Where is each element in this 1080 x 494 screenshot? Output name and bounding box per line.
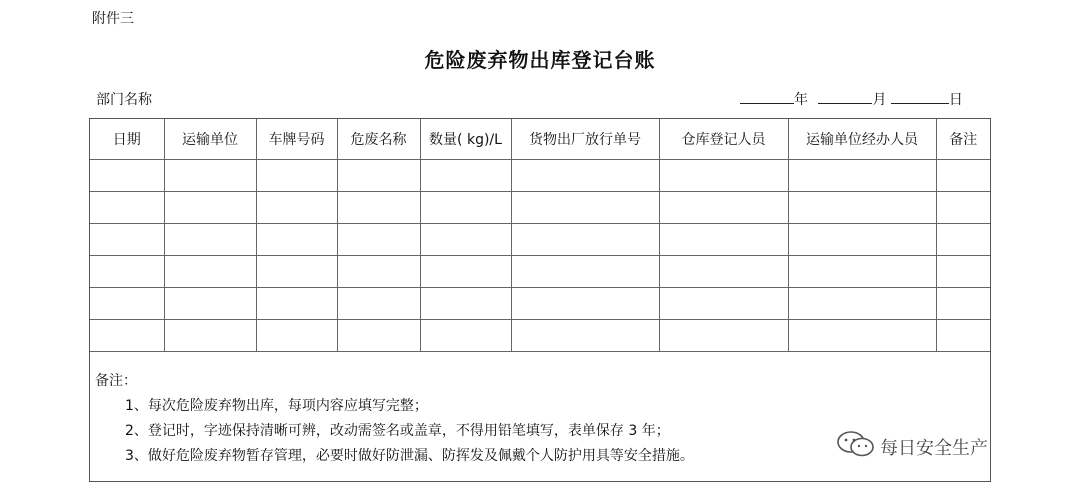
table-cell[interactable] bbox=[936, 159, 990, 191]
table-cell[interactable] bbox=[337, 159, 420, 191]
table-cell[interactable] bbox=[337, 319, 420, 351]
table-cell[interactable] bbox=[164, 159, 256, 191]
table-cell[interactable] bbox=[337, 287, 420, 319]
day-blank[interactable] bbox=[891, 89, 949, 104]
table-cell[interactable] bbox=[788, 223, 936, 255]
table-cell[interactable] bbox=[511, 223, 659, 255]
table-cell[interactable] bbox=[936, 255, 990, 287]
table-cell[interactable] bbox=[90, 191, 164, 223]
month-blank[interactable] bbox=[818, 89, 872, 104]
header-plate-number: 车牌号码 bbox=[256, 119, 337, 159]
header-release-number: 货物出厂放行单号 bbox=[511, 119, 659, 159]
table-cell[interactable] bbox=[659, 159, 788, 191]
table-cell[interactable] bbox=[90, 287, 164, 319]
table-cell[interactable] bbox=[659, 255, 788, 287]
wechat-icon bbox=[836, 430, 876, 463]
day-label: 日 bbox=[948, 92, 963, 108]
table-cell[interactable] bbox=[90, 159, 164, 191]
table-cell[interactable] bbox=[337, 255, 420, 287]
table-row bbox=[90, 159, 990, 191]
header-waste-name: 危废名称 bbox=[337, 119, 420, 159]
table-cell[interactable] bbox=[90, 223, 164, 255]
table-cell[interactable] bbox=[936, 319, 990, 351]
table-cell[interactable] bbox=[788, 191, 936, 223]
table-cell[interactable] bbox=[936, 223, 990, 255]
date-line bbox=[740, 89, 963, 109]
table-cell[interactable] bbox=[420, 223, 511, 255]
table-cell[interactable] bbox=[659, 287, 788, 319]
header-row bbox=[90, 119, 990, 159]
header-date: 日期 bbox=[90, 119, 164, 159]
table-cell[interactable] bbox=[788, 319, 936, 351]
table-row bbox=[90, 287, 990, 319]
table-cell[interactable] bbox=[511, 255, 659, 287]
table-cell[interactable] bbox=[659, 319, 788, 351]
table-row bbox=[90, 319, 990, 351]
notes-section bbox=[95, 369, 694, 469]
table-cell[interactable] bbox=[256, 223, 337, 255]
year-label: 年 bbox=[794, 92, 808, 108]
table-cell[interactable] bbox=[256, 255, 337, 287]
table-cell[interactable] bbox=[337, 191, 420, 223]
department-label: 部门名称 bbox=[96, 92, 152, 108]
table-cell[interactable] bbox=[337, 223, 420, 255]
header-quantity: 数量( kg)/L bbox=[420, 119, 511, 159]
table-cell[interactable] bbox=[164, 223, 256, 255]
year-blank[interactable] bbox=[740, 89, 794, 104]
table-cell[interactable] bbox=[164, 287, 256, 319]
note-item: 2、登记时，字迹保持清晰可辨，改动需签名或盖章，不得用铅笔填写，表单保存 3 年； bbox=[125, 423, 670, 439]
ledger-frame bbox=[89, 118, 991, 482]
table-cell[interactable] bbox=[511, 159, 659, 191]
ledger-table bbox=[90, 119, 990, 352]
table-cell[interactable] bbox=[788, 159, 936, 191]
table-row bbox=[90, 255, 990, 287]
table-cell[interactable] bbox=[420, 319, 511, 351]
table-cell[interactable] bbox=[164, 191, 256, 223]
table-cell[interactable] bbox=[90, 319, 164, 351]
table-cell[interactable] bbox=[256, 159, 337, 191]
watermark-text: 每日安全生产 bbox=[880, 437, 988, 459]
table-cell[interactable] bbox=[511, 191, 659, 223]
table-cell[interactable] bbox=[256, 287, 337, 319]
table-cell[interactable] bbox=[788, 287, 936, 319]
header-warehouse-staff: 仓库登记人员 bbox=[659, 119, 788, 159]
table-cell[interactable] bbox=[936, 191, 990, 223]
note-item: 1、每次危险废弃物出库，每项内容应填写完整； bbox=[125, 398, 428, 414]
table-cell[interactable] bbox=[164, 319, 256, 351]
table-cell[interactable] bbox=[90, 255, 164, 287]
table-cell[interactable] bbox=[511, 287, 659, 319]
document-title: 危险废弃物出库登记台账 bbox=[424, 48, 656, 72]
table-cell[interactable] bbox=[256, 319, 337, 351]
attachment-label: 附件三 bbox=[92, 11, 134, 27]
header-remarks: 备注 bbox=[936, 119, 990, 159]
table-cell[interactable] bbox=[420, 255, 511, 287]
table-cell[interactable] bbox=[511, 319, 659, 351]
watermark bbox=[836, 430, 988, 463]
table-cell[interactable] bbox=[256, 191, 337, 223]
table-row bbox=[90, 191, 990, 223]
table-cell[interactable] bbox=[420, 287, 511, 319]
table-cell[interactable] bbox=[420, 191, 511, 223]
table-cell[interactable] bbox=[420, 159, 511, 191]
table-cell[interactable] bbox=[659, 223, 788, 255]
table-cell[interactable] bbox=[164, 255, 256, 287]
month-label: 月 bbox=[872, 92, 887, 108]
notes-heading: 备注： bbox=[95, 373, 137, 389]
table-cell[interactable] bbox=[788, 255, 936, 287]
table-cell[interactable] bbox=[936, 287, 990, 319]
header-transport-unit: 运输单位 bbox=[164, 119, 256, 159]
table-cell[interactable] bbox=[659, 191, 788, 223]
table-row bbox=[90, 223, 990, 255]
header-transport-handler: 运输单位经办人员 bbox=[788, 119, 936, 159]
note-item: 3、做好危险废弃物暂存管理，必要时做好防泄漏、防挥发及佩戴个人防护用具等安全措施。 bbox=[125, 448, 694, 464]
